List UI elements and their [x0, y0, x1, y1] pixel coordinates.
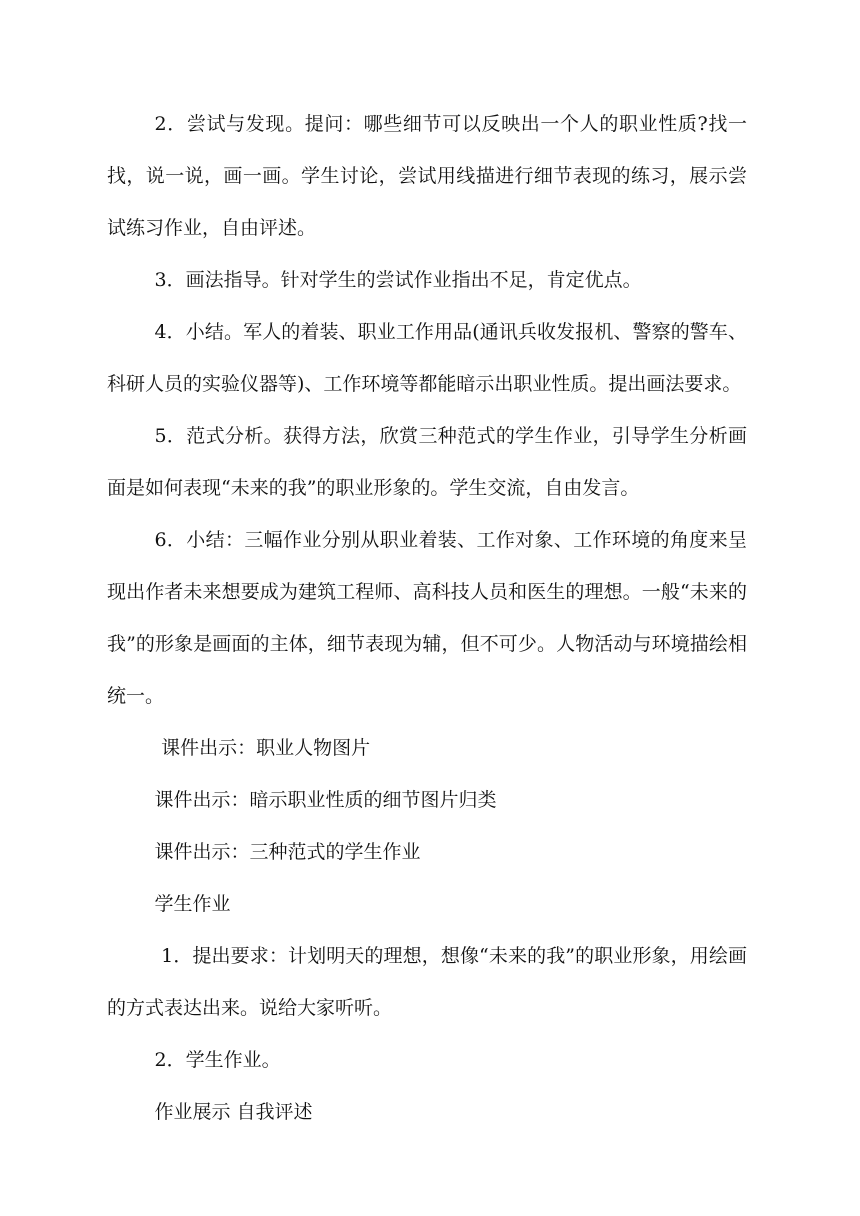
- courseware-line-2: 课件出示：暗示职业性质的细节图片归类: [154, 789, 497, 811]
- paragraph-work-display: 作业展示 自我评述: [154, 1101, 313, 1123]
- document-body: [107, 98, 747, 1138]
- paragraph-step-2: 2．尝试与发现。提问：哪些细节可以反映出一个人的职业性质?找一找，说一说，画一画。学生讨论，尝试用线描进行细节表现的练习，展示尝试练习作业，自由评述。: [107, 113, 747, 239]
- paragraph-work-step-1: 1．提出要求：计划明天的理想，想像“未来的我”的职业形象，用绘画的方式表达出来。说给大家听听。: [107, 945, 747, 1019]
- paragraph-step-5: 5．范式分析。获得方法，欣赏三种范式的学生作业，引导学生分析画面是如何表现“未来的我”的职业形象的。学生交流，自由发言。: [107, 425, 747, 499]
- paragraph-work-step-2: 2．学生作业。: [154, 1049, 281, 1071]
- paragraph-step-6: 6．小结：三幅作业分别从职业着装、工作对象、工作环境的角度来呈现出作者未来想要成为建筑工程师、高科技人员和医生的理想。一般“未来的我”的形象是画面的主体，细节表现为辅，但不可少。人物活动与环境描绘相统一。: [107, 529, 747, 707]
- courseware-line-3: 课件出示：三种范式的学生作业: [154, 841, 421, 863]
- courseware-line-1: 课件出示：职业人物图片: [161, 737, 371, 759]
- paragraph-step-3: 3．画法指导。针对学生的尝试作业指出不足，肯定优点。: [154, 269, 642, 291]
- paragraph-step-4: 4．小结。军人的着装、职业工作用品(通讯兵收发报机、警察的警车、科研人员的实验仪器等)、工作环境等都能暗示出职业性质。提出画法要求。: [107, 321, 747, 395]
- section-heading-student-work: 学生作业: [154, 893, 231, 915]
